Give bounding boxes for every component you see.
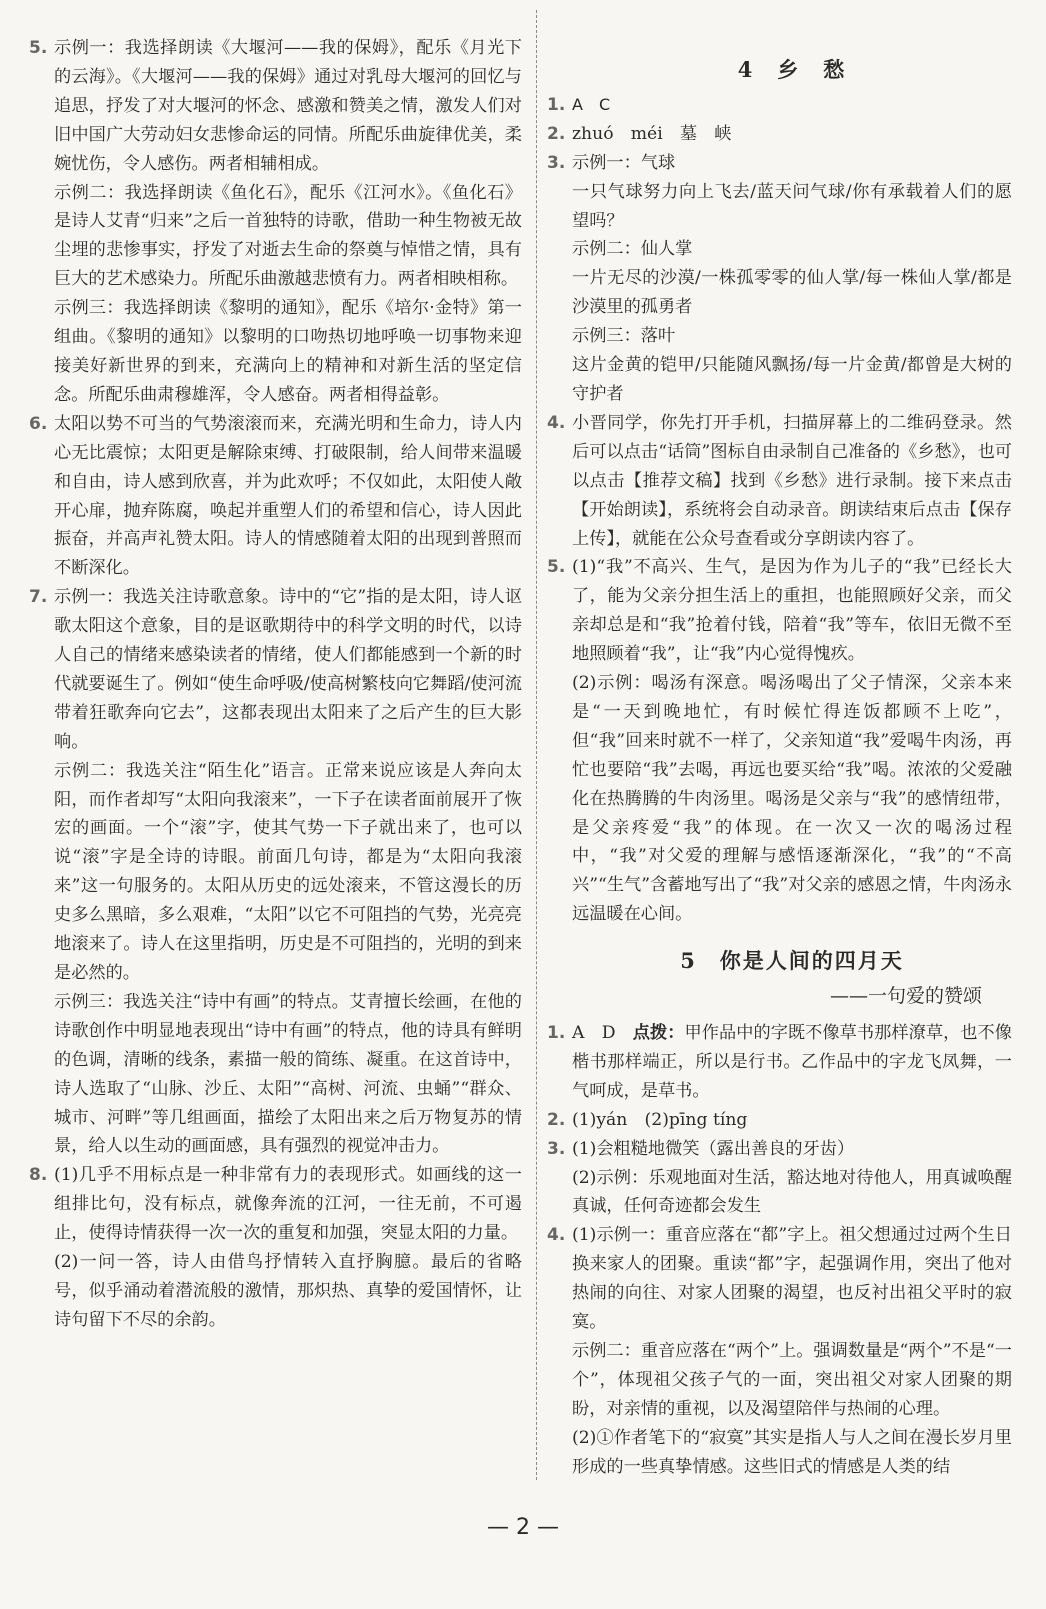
answer-text: 示例三：我选择朗读《黎明的通知》，配乐《培尔·金特》第一组曲。《黎明的通知》以黎明的口吻热切地呼唤一切事物来迎接美好新世界的到来，充满向上的精神和对新生活的坚定信念。所配乐曲肃穆雄浑，令人感奋。两者相得益彰。 xyxy=(54,298,522,405)
question-number: 3. xyxy=(547,152,566,173)
answer-7 xyxy=(29,583,522,1161)
question-number: 8. xyxy=(29,1165,48,1186)
question-number: 7. xyxy=(29,587,48,608)
question-number: 1. xyxy=(547,1023,566,1043)
answer-text: (1)“我”不高兴、生气，是因为作为儿子的“我”已经长大了，能为父亲分担生活上的重担，也能照顾好父亲，而父亲却总是和“我”抢着付钱，陪着“我”等车，依旧无微不至地照顾着“我”，让“我”内心觉得愧疚。 xyxy=(572,557,1012,665)
answer-3 xyxy=(547,149,1012,409)
section-title: 5 你是人间的四月天 xyxy=(680,948,904,974)
answer-6 xyxy=(29,410,522,583)
answer-text: (1)会粗糙地微笑（露出善良的牙齿） xyxy=(572,1138,855,1159)
answer-5 xyxy=(29,34,522,410)
answer-text: 示例一：我选关注诗歌意象。诗中的“它”指的是太阳，诗人讴歌太阳这个意象，目的是讴歌期待中的科学文明的时代，以诗人自己的情绪来感染读者的情绪，使人们都能感到一个新的时代就要诞生了。例如“使生命呼吸/使高树繁枝向它舞蹈/使河流带着狂歌奔向它去”，这都表现出太阳来了之后产生的巨大影响。 xyxy=(54,587,522,752)
question-number: 4. xyxy=(547,412,566,433)
answer-2 xyxy=(547,120,1012,149)
answer-text: 示例一：气球 xyxy=(572,152,676,173)
column-divider xyxy=(536,10,537,1480)
page-number: — 2 — xyxy=(487,1515,559,1540)
answer-text: 示例二：我选关注“陌生化”语言。正常来说应该是人奔向太阳，而作者却写“太阳向我滚来”，一下子在读者面前展开了恢宏的画面。一个“滚”字，使其气势一下子就出来了，也可以说“滚”字是全诗的诗眼。前面几句诗，都是为“太阳向我滚来”这一句服务的。太阳从历史的远处滚来，不管这漫长的历史多么黑暗，多么艰难，“太阳”以它不可阻挡的气势，光亮亮地滚来了。诗人在这里指明，历史是不可阻挡的，光明的到来是必然的。 xyxy=(54,760,522,983)
answer-4 xyxy=(547,1221,1012,1481)
answer-text: 一只气球努力向上飞去/蓝天问气球/你有承载着人们的愿望吗？ xyxy=(572,181,1012,231)
answer-text: (2)示例：喝汤有深意。喝汤喝出了父子情深，父亲本来是“一天到晚地忙，有时候忙得连饭都顾不上吃”，但“我”回来时就不一样了，父亲知道“我”爱喝牛肉汤，再忙也要陪“我”去喝，再远也要买给“我”喝。浓浓的父爱融化在热腾腾的牛肉汤里。喝汤是父亲与“我”的感情纽带，是父亲疼爱“我”的体现。在一次又一次的喝汤过程中，“我”对父爱的理解与感悟逐渐深化，“我”的“不高兴”“生气”含蓄地写出了“我”对父亲的感恩之情，牛肉汤永远温暖在心间。 xyxy=(572,673,1012,925)
answer-5 xyxy=(547,553,1012,929)
answer-text: (1)yán (2)pīng tíng xyxy=(572,1109,748,1130)
answer-2 xyxy=(547,1106,1012,1135)
question-number: 2. xyxy=(547,123,566,144)
answer-text: 这片金黄的铠甲/只能随风飘扬/每一片金黄/都曾是大树的守护者 xyxy=(572,355,1012,404)
section-title: 4 乡 愁 xyxy=(737,57,847,82)
answer-text: 示例一：我选择朗读《大堰河——我的保姆》，配乐《月光下的云海》。《大堰河——我的保姆》通过对乳母大堰河的回忆与追思，抒发了对大堰河的怀念、感激和赞美之情，激发人们对旧中国广大劳动妇女悲惨命运的同情。所配乐曲旋律优美，柔婉忧伤，令人感伤。两者相辅相成。 xyxy=(54,38,522,174)
answer-text: A C xyxy=(572,94,611,114)
answer-1 xyxy=(547,1019,1012,1106)
answer-text: 一片无尽的沙漠/一株孤零零的仙人掌/每一株仙人掌/都是沙漠里的孤勇者 xyxy=(572,268,1012,318)
right-column xyxy=(547,34,1012,1482)
tip-text: 甲作品中的字既不像草书那样潦草，也不像楷书那样端正，所以是行书。乙作品中的字龙飞凤舞，一气呵成，是草书。 xyxy=(572,1023,1012,1101)
question-number: 4. xyxy=(547,1225,566,1246)
answer-text: zhuó méi 墓 峡 xyxy=(572,123,732,144)
answer-text: (2)①作者笔下的“寂寞”其实是指人与人之间在漫长岁月里形成的一些真挚情感。这些旧式的情感是人类的结 xyxy=(572,1427,1012,1477)
question-number: 2. xyxy=(547,1109,566,1130)
answer-4 xyxy=(547,409,1012,554)
answer-text: (2)一问一答，诗人由借鸟抒情转入直抒胸臆。最后的省略号，似乎涌动着潜流般的激情，那炽热、真挚的爱国情怀，让诗句留下不尽的余韵。 xyxy=(54,1252,522,1330)
answer-text: 示例三：我选关注“诗中有画”的特点。艾青擅长绘画，在他的诗歌创作中明显地表现出“诗中有画”的特点，他的诗具有鲜明的色调，清晰的线条，素描一般的简练、凝重。在这首诗中，诗人选取了“山脉、沙丘、太阳”“高树、河流、虫蛹”“群众、城市、河畔”等几组画面，描绘了太阳出来之后万物复苏的情景，给人以生动的画面感，具有强烈的视觉冲击力。 xyxy=(54,991,522,1157)
section-subtitle: ——一句爱的赞颂 xyxy=(829,985,982,1008)
answer-1 xyxy=(547,91,1012,120)
tip-label: 点拨： xyxy=(632,1023,685,1043)
answer-text xyxy=(572,1019,1012,1106)
answer-choice: A D xyxy=(572,1023,633,1043)
answer-8 xyxy=(29,1161,522,1334)
question-number: 6. xyxy=(29,413,48,434)
answer-text: 示例二：我选择朗读《鱼化石》，配乐《江河水》。《鱼化石》是诗人艾青“归来”之后一首独特的诗歌，借助一种生物被无故尘埋的悲惨事实，抒发了对逝去生命的祭奠与悼惜之情，具有巨大的艺术感染力。所配乐曲激越悲愤有力。两者相映相称。 xyxy=(54,182,522,290)
answer-text: (1)示例一：重音应落在“都”字上。祖父想通过过两个生日换来家人的团聚。重读“都”字，起强调作用，突出了他对热闹的向往、对家人团聚的渴望，也反衬出祖父平时的寂寞。 xyxy=(572,1225,1012,1333)
answer-text: 太阳以势不可当的气势滚滚而来，充满光明和生命力，诗人内心无比震惊；太阳更是解除束缚、打破限制，给人间带来温暖和自由，诗人感到欣喜，并为此欢呼；不仅如此，太阳使人敞开心扉，抛弃陈腐，唤起并重塑人们的希望和信心，诗人因此振奋，并高声礼赞太阳。诗人的情感随着太阳的出现到普照而不断深化。 xyxy=(54,413,522,579)
answer-text: (1)几乎不用标点是一种非常有力的表现形式。如画线的这一组排比句，没有标点，就像奔流的江河，一往无前，不可遏止，使得诗情获得一次一次的重复和加强，突显太阳的力量。 xyxy=(54,1165,522,1244)
answer-text: 示例三：落叶 xyxy=(572,326,676,347)
question-number: 5. xyxy=(29,38,48,58)
answer-3 xyxy=(547,1135,1012,1222)
answer-text: (2)示例：乐观地面对生活，豁达地对待他人，用真诚唤醒真诚，任何奇迹都会发生 xyxy=(572,1167,1012,1217)
question-number: 5. xyxy=(547,557,566,578)
question-number: 1. xyxy=(547,94,566,115)
answer-text: 小晋同学，你先打开手机，扫描屏幕上的二维码登录。然后可以点击“话筒”图标自由录制自己准备的《乡愁》，也可以点击【推荐文稿】找到《乡愁》进行录制。接下来点击【开始朗读】，系统将会自动录音。朗读结束后点击【保存上传】，就能在公众号查看或分享朗读内容了。 xyxy=(572,412,1012,549)
left-column xyxy=(29,34,522,1335)
answer-text: 示例二：仙人掌 xyxy=(572,239,693,260)
answer-text: 示例二：重音应落在“两个”上。强调数量是“两个”不是“一个”，体现祖父孩子气的一面，突出祖父对家人团聚的期盼，对亲情的重视，以及渴望陪伴与热闹的心理。 xyxy=(572,1340,1012,1419)
question-number: 3. xyxy=(547,1138,566,1159)
